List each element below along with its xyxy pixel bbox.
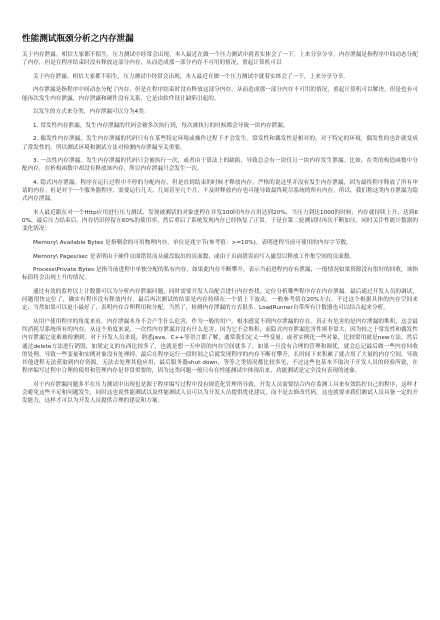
paragraph-8: 4. 隐式内存泄漏。程序在运行过程中不停的分配内存，但是直到结束的时候才释放内存。严格的说这里并没有发生内存泄漏，因为最终程序释放了所有申请的内存。但是对于一个服务器程序，需要运行几天，几周甚至几个月，不及时释放内存也可能导致最终耗尽系统的所有内存。所以，我们称这类内存泄漏为隐式内存泄漏。 xyxy=(22,179,418,203)
paragraph-13: 通过有效的监控以上计数器可以为分析内存泄漏问题，同时需要开发人员配合进行内存查找，定位分析哪些程序存在内存泄漏。最后通过开发人员的调试，问题很快定位了，确实有程序没有释放内存。最后再次测试的结果是内存持续在一个值上下波动，一般参考值在20%左右，不过这个根据具体的内存空间来定，当然如果可以更小最好了，表明内存合理利用和分配。当然了，检测内存泄漏的方式很多，LoadRunner自带所有计数器也可以结合起来分析。 xyxy=(22,288,418,312)
paragraph-7: 3. 一次性内存泄漏。发生内存泄漏的代码只会被执行一次，或者由于算法上的缺陷，导致总会有一块仅且一块内存发生泄漏。比如，在类的构造函数中分配内存，在析构函数中却没有释放该内存，所以内存泄漏只会发生一次。 xyxy=(22,158,418,173)
paragraph-9: 本人最近跟在对一个Http应用进行压力测试，发现被测试的对象进程在并发100时内存占用达到20%，当压力到达1000的时候，内存就持续上升，达到60%，最后压力结束后，内存仍旧停留在60%的使用率，然后重启了系统发现内存已经恢复了正常，于是在第二轮测试时再次不断加压，同时关注性能计数器的变化情况： xyxy=(22,209,418,233)
page-title: 性能测试瓶颈分析之内存泄漏 xyxy=(22,34,134,44)
paragraph-14: 从用户使用程序的角度来看，内存泄漏本身不会产生什么危害，作为一般的用户，根本感觉不到内存泄漏的存在。真正有危害的是内存泄漏的堆积，这会最终消耗尽系统所有的内存。从这个角度来说，一次性内存泄漏并没有什么危害，因为它不会堆积，而隐式内存泄漏危害性则非常大，因为较之于常发性和偶发性内存泄漏它更难被检测到。对于开发人员来说，熟悉java、C++等语言都了解，通常我们定义一些变量、或者实例化一些对象，比较常用就是new方法，然后通过delete方法进行销毁，如果定义的东西比较多了，也就是想一天申请的内存空间就多了，如果一旦没有合理的管理和调优，就会忘记最后做一些内存回收的处理，导致一些变量和实例对象没有处理掉，最后在程序运行一段时间之后就发现程序的内存不断在攀升，长时间下来积累了就占用了大量的内存空间，导致其他进程无法获取到内存资源，无法去处理其他应用，最后服务器shut down，等等之类情况都比较多见，不过这些也基本不取决于开发人员的经验所致，在程序编写过程中合理的使用和管理内存是非常重要的，因为这类问题一般只有在性能测试中体现出来，功能测试是完全没有表现的迹象。 xyxy=(22,318,418,375)
paragraph-15: 对于内存泄漏问题多半在压力测试中出现也是源于程序编写过程中没有规范化管理所导致，开发人员需要结合内存监测工具来有效监控自己的程序，这样才会避免这些不足和问题发生，同时这也说性能测试以及性能测试人员可以为开发人员提供优化建议，而不是去修改代码，这也就要求我们测试人员具备一定的开发能力，这样才可以为开发人员提供合理的建议和方案。 xyxy=(22,381,418,405)
paragraph-12: Process\Private Bytes 是指当前进程中单独分配的私有内存，如果此内存不断攀升，表示当前进程内存有泄漏，一般情况如果资源没有很好的回收，该指标值将会出现上升的情况。 xyxy=(22,267,418,282)
paragraph-6: 2. 偶发性内存泄漏。发生内存泄漏的代码只有在某些特定环境或操作过程下才会发生。常发性和偶发性是相对的。对于特定的环境，偶发性的也许就变成了常发性的。所以测试环境和测试方法对检测内存泄漏至关重要。 xyxy=(22,136,418,151)
paragraph-5: 1. 常发性内存泄漏。发生内存泄漏的代码会被多次执行到，每次被执行的时候都会导致一块内存泄漏。 xyxy=(33,122,289,129)
paragraph-1: 关于内存泄露，相信大家都不陌生，压力测试中经常会出现，本人最近在做一个压力测试中就着实体会了一下，上来分享分享。内存泄漏是指程序中间动态分配了内存，但是在程序结束时没有释放这部分内存，从而造成那一部分内存不可用的情况，重起计算机可以 xyxy=(22,52,418,67)
paragraph-4: 以发生的方式来分类，内存泄漏可以分为4类： xyxy=(33,109,150,116)
paragraph-3: 内存泄漏是指程序中间动态分配了内存，但是在程序结束时没有释放这部分内存，从而造成那一部分内存不可用的情况，重起计算机可以解决，但是也有可能再次发生内存泄露，内存泄露和硬件没有关系，它是由软件设计缺陷引起的。 xyxy=(22,87,418,102)
paragraph-2: 关于内存泄露，相信大家都不陌生，压力测试中经常会出现，本人最近在做一个压力测试中就着实体会了一下，上来分享分享。 xyxy=(33,73,350,80)
paragraph-11: Memory\ Pages/sec 是表明由于硬件页面错误而从磁盘取出的页面数，或由于页面错误而写入磁盘以释放工作集空间的页面数。 xyxy=(33,253,356,260)
paragraph-10: Memory\ Available Bytes 是指剩余的可用物理内存，单位是兆字节(参考值：>=10%)。表明进程当前可使用的内存字节数。 xyxy=(33,239,352,246)
